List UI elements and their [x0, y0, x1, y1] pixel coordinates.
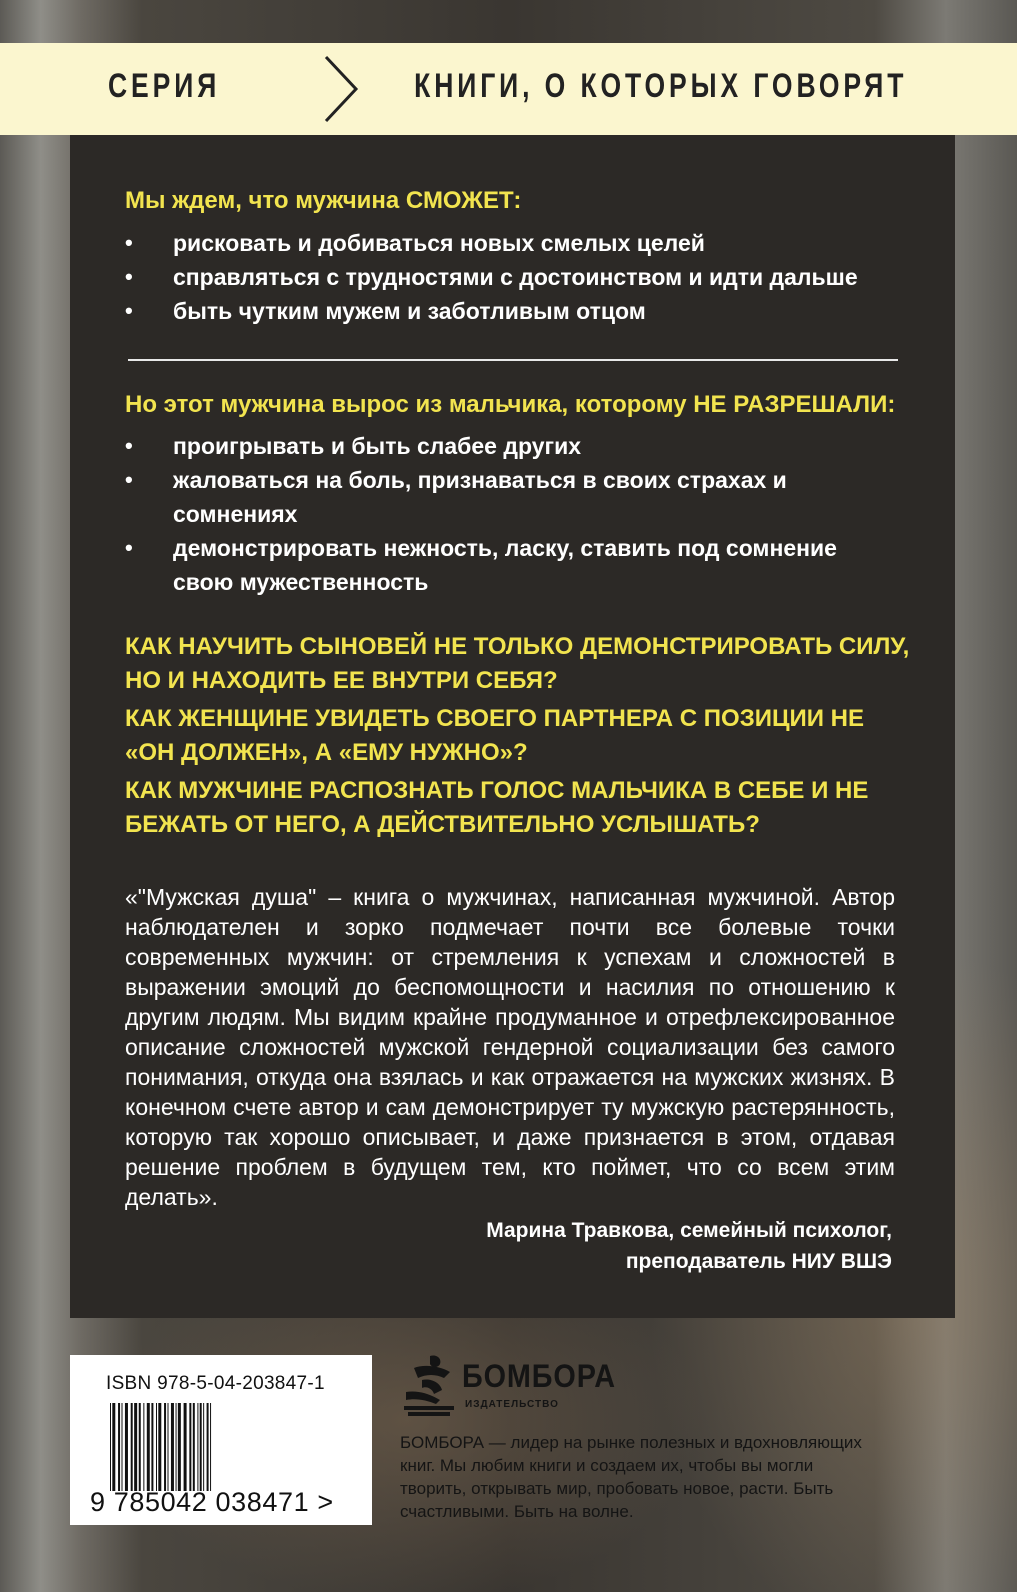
section1-heading-start: Мы ждем, что мужчина: [125, 187, 406, 214]
barcode-bar: [184, 1403, 187, 1491]
barcode-bar: [112, 1403, 115, 1491]
series-banner: [0, 43, 1017, 135]
section2-heading-start: Но этот мужчина вырос из мальчика, которому: [125, 391, 694, 418]
barcode-bar: [197, 1403, 198, 1491]
barcode-bar: [131, 1403, 133, 1491]
question-3: КАК МУЖЧИНЕ РАСПОЗНАТЬ ГОЛОС МАЛЬЧИКА В СЕБЕ И НЕ БЕЖАТЬ ОТ НЕГО, А ДЕЙСТВИТЕЛЬНО УСЛЫШАТЬ?: [125, 777, 869, 838]
barcode-bar: [158, 1403, 161, 1491]
barcode-bar: [134, 1403, 137, 1491]
section2-heading: [125, 391, 895, 419]
barcode-bar: [122, 1403, 123, 1491]
list-item: • справляться с трудностями с достоинством и идти дальше: [125, 260, 858, 294]
author-line-2: преподаватель НИУ ВШЭ: [625, 1250, 892, 1273]
author-line-1: Марина Травкова, семейный психолог,: [486, 1219, 892, 1242]
barcode-bar: [171, 1403, 174, 1491]
review-quote: «"Мужская душа" – книга о мужчинах, написанная мужчиной. Автор наблюдателен и зорко подмечает почти все болевые точки современных мужчин: от стремления к успехам и сложностей в выражении эмоций до беспомощности и насилия по отношению к другим людям. Мы видим крайне продуманное и отрефлексированное описание сложностей мужской гендерной социализации без самого понимания, откуда она взялась и как отражается на мужских жизнях. В конечном счете автор и сам демонстрирует ту мужскую растерянность, которую так хорошо описывает, и даже признается в этом, отдавая решение проблем в будущем тем, кто поймет, что со всем этим делать».: [125, 884, 895, 1210]
series-label: СЕРИЯ: [108, 67, 221, 105]
barcode-bar: [176, 1403, 177, 1491]
list-item: • рисковать и добиваться новых смелых целей: [125, 226, 858, 260]
isbn-label: ISBN 978-5-04-203847-1: [106, 1373, 325, 1394]
barcode-bar: [168, 1403, 169, 1491]
section2-heading-accent: НЕ РАЗРЕШАЛИ:: [693, 391, 896, 418]
barcode-bar: [143, 1403, 144, 1491]
section1-heading-accent: СМОЖЕТ:: [405, 187, 522, 214]
section1-list: [125, 226, 858, 328]
ean-digits: 9 785042 038471 >: [90, 1487, 334, 1517]
barcode-bar: [178, 1403, 181, 1491]
section1-heading: [125, 187, 521, 215]
list-item: • быть чутким мужем и заботливым отцом: [125, 294, 858, 328]
review-author: [292, 1215, 892, 1277]
barcode-bar: [118, 1403, 120, 1491]
barcode-bar: [189, 1403, 191, 1491]
section2-list: [125, 429, 845, 599]
barcode-bar: [110, 1403, 111, 1491]
barcode-bar: [151, 1403, 153, 1491]
divider: [128, 359, 898, 361]
series-title: КНИГИ, О КОТОРЫХ ГОВОРЯТ: [413, 67, 907, 105]
barcode-bar: [139, 1403, 141, 1491]
list-item: • проигрывать и быть слабее других: [125, 429, 845, 463]
barcode-bar: [164, 1403, 166, 1491]
barcode-bar: [125, 1403, 128, 1491]
publisher-description: БОМБОРА — лидер на рынке полезных и вдохновляющих книг. Мы любим книги и создаем их, чтобы вы могли творить, открывать мир, пробовать новое, расти. Быть счастливыми. Быть на волне.: [400, 1433, 862, 1521]
barcode-bar: [200, 1403, 202, 1491]
barcode: [108, 1403, 338, 1491]
question-1: КАК НАУЧИТЬ СЫНОВЕЙ НЕ ТОЛЬКО ДЕМОНСТРИРОВАТЬ СИЛУ, НО И НАХОДИТЬ ЕЕ ВНУТРИ СЕБЯ?: [125, 633, 910, 694]
publisher-subtitle: ИЗДАТЕЛЬСТВО: [465, 1399, 559, 1410]
list-item: • демонстрировать нежность, ласку, ставить под сомнение свою мужественность: [125, 531, 845, 599]
barcode-bar: [156, 1403, 157, 1491]
barcode-bar: [210, 1403, 211, 1491]
list-item: • жаловаться на боль, признаваться в своих страхах и сомнениях: [125, 463, 845, 531]
barcode-bar: [147, 1403, 150, 1491]
text-panel: [70, 135, 955, 1318]
barcode-bar: [203, 1403, 204, 1491]
barcode-bar: [193, 1403, 195, 1491]
bombora-logo-icon: [400, 1352, 458, 1418]
isbn-barcode-box: [70, 1355, 372, 1525]
chevron-right-icon: [322, 53, 362, 125]
barcode-bar: [207, 1403, 209, 1491]
question-2: КАК ЖЕНЩИНЕ УВИДЕТЬ СВОЕГО ПАРТНЕРА С ПОЗИЦИИ НЕ «ОН ДОЛЖЕН», А «ЕМУ НУЖНО»?: [125, 705, 865, 766]
publisher-name: БОМБОРА: [462, 1358, 616, 1394]
